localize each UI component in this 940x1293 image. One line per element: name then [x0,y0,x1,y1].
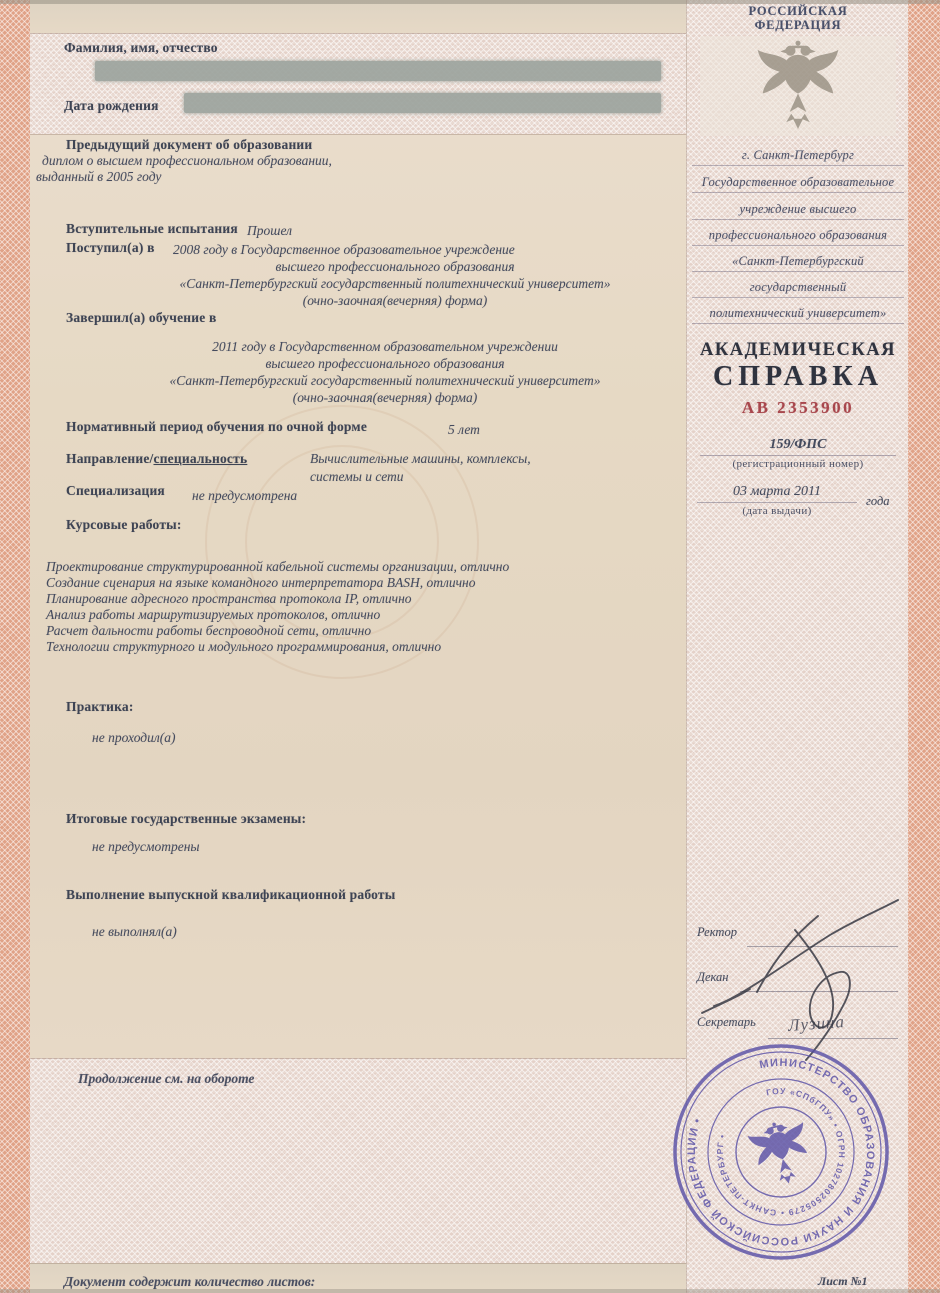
practice-label: Практика: [66,699,134,714]
left-border-strip [0,0,30,1293]
continuation-band-background [30,1058,686,1263]
institution-line: политехнический университет» [692,306,904,324]
rule-continuation-top [30,1058,686,1059]
right-border-strip [908,0,940,1293]
state-exams-value: не предусмотрены [92,839,200,854]
institution-line: учреждение высшего [692,202,904,220]
previous-document-value-line1: диплом о высшем профессиональном образовании, [42,153,332,168]
entrance-exams-value: Прошел [247,223,292,238]
pen-signatures [688,855,908,1070]
coursework-item: Планирование адресного пространства протокола IP, отлично [46,591,412,606]
rule-top [30,33,686,34]
finished-line3: «Санкт-Петербургский государственный политехнический университет» [169,373,601,388]
top-margin-band [30,0,686,33]
coursework-label: Курсовые работы: [66,517,182,532]
state-exams-label: Итоговые государственные экзамены: [66,811,307,826]
coursework-item: Технологии структурного и модульного программирования, отлично [46,639,442,654]
enrolled-line1: 2008 году в Государственное образовательное учреждение [173,242,515,257]
country-line2: ФЕДЕРАЦИЯ [754,18,842,32]
institution-line: «Санкт-Петербургский [692,254,904,272]
ministry-stamp [663,1040,899,1264]
registration-caption: (регистрационный номер) [732,458,864,470]
double-headed-eagle-emblem [756,38,840,134]
direction-label-part1: Направление/ [66,451,154,466]
direction-label-part2: специальность [153,451,248,466]
sheet-count-note: Документ содержит количество листов: [64,1274,316,1289]
registration-number: 159/ФПС [700,437,896,456]
dob-label: Дата рождения [64,98,159,113]
document-title-line2: СПРАВКА [713,361,883,392]
rule-footer-top [30,1263,686,1264]
direction-value-line2: системы и сети [310,469,404,484]
finished-line2: высшего профессионального образования [265,356,505,371]
previous-document-value-line2: выданный в 2005 году [36,169,162,184]
issue-date: 03 марта 2011 [697,484,857,503]
secretary-signature-text: Лузина [787,1012,846,1035]
serial-number: АВ 2353900 [741,398,855,417]
enrolled-line3: «Санкт-Петербургский государственный политехнический университет» [179,276,611,291]
institution-line: государственный [692,280,904,298]
study-period-value: 5 лет [448,422,480,437]
sheet-number: Лист №1 [818,1274,868,1288]
institution-line: Государственное образовательное [692,175,904,193]
stamp-outer-text: МИНИСТЕРСТВО ОБРАЗОВАНИЯ И НАУКИ РОССИЙСКОЙ ФЕДЕРАЦИИ • [685,1056,877,1248]
specialization-value: не предусмотрена [192,488,298,503]
name-redaction-bar [95,61,661,81]
direction-value-line1: Вычислительные машины, комплексы, [310,451,531,466]
secretary-label: Секретарь [697,1015,756,1029]
enrolled-line2: высшего профессионального образования [275,259,515,274]
finished-line4: (очно-заочная(вечерняя) форма) [292,390,478,405]
finished-line1: 2011 году в Государственном образовательном учреждении [212,339,558,354]
issue-date-suffix: года [866,494,890,508]
previous-document-label: Предыдущий документ об образовании [66,137,313,152]
coursework-item: Анализ работы маршрутизируемых протоколов, отлично [46,607,381,622]
country-line1: РОССИЙСКАЯ [748,4,848,18]
finished-label: Завершил(а) обучение в [66,310,217,325]
country-header [692,4,904,32]
rule-name-bottom [30,134,686,135]
institution-line: г. Санкт-Петербург [692,148,904,166]
rector-label: Ректор [697,925,737,939]
enrolled-label: Поступил(а) в [66,240,155,255]
thesis-value: не выполнял(а) [92,924,177,939]
entrance-exams-label: Вступительные испытания [66,221,238,236]
study-period-label: Нормативный период обучения по очной форме [66,419,368,434]
coursework-item: Создание сценария на языке командного интерпретатора BASH, отлично [46,575,476,590]
direction-label [66,451,247,467]
dob-redaction-bar [184,93,661,113]
institution-line: профессионального образования [692,228,904,246]
coursework-item: Расчет дальности работы беспроводной сети, отлично [46,623,372,638]
dean-label: Декан [697,970,729,984]
issue-date-caption: (дата выдачи) [742,505,812,517]
stamp-ring-text: ГОУ «СПбГПУ» • ОГРН 1027802505279 • САНКТ-ПЕТЕРБУРГ • [714,1085,848,1219]
coursework-item: Проектирование структурированной кабельной системы организации, отлично [46,559,510,574]
continuation-note: Продолжение см. на обороте [78,1071,255,1086]
practice-value: не проходил(а) [92,730,176,745]
name-label: Фамилия, имя, отчество [64,40,218,55]
document-title-line1: АКАДЕМИЧЕСКАЯ [700,340,896,360]
specialization-label: Специализация [66,483,165,498]
enrolled-line4: (очно-заочная(вечерняя) форма) [302,293,488,308]
thesis-label: Выполнение выпускной квалификационной работы [66,887,396,902]
